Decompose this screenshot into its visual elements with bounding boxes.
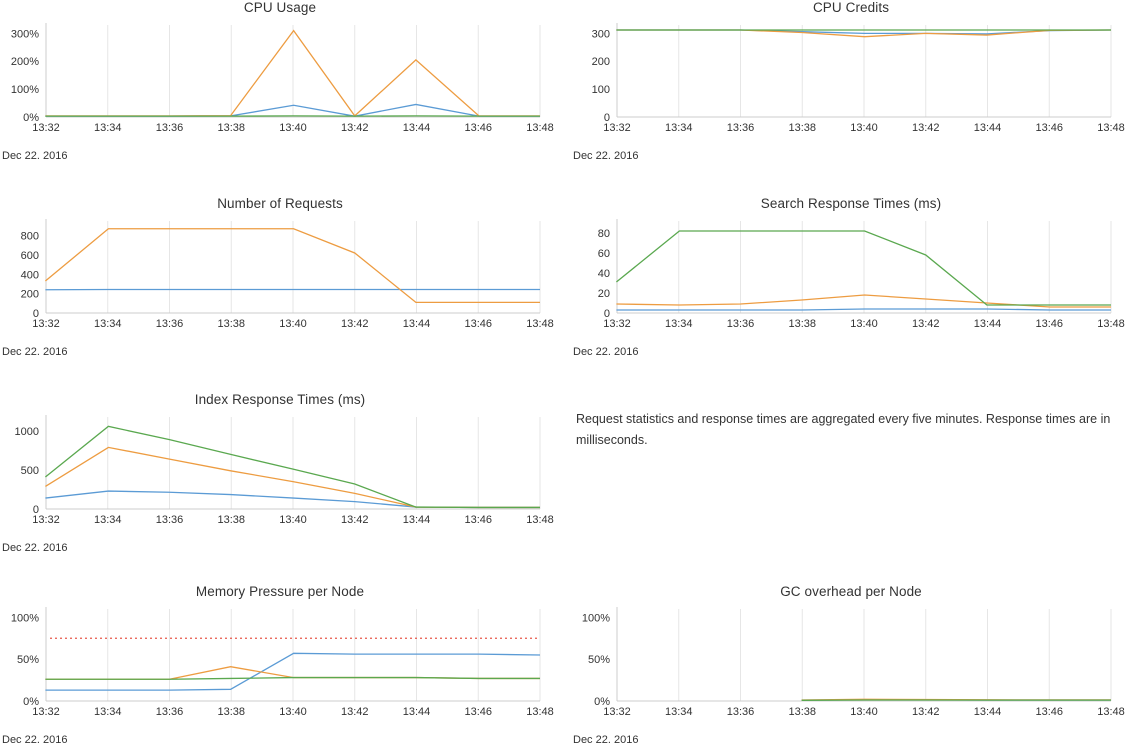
svg-text:Dec 22. 2016: Dec 22. 2016 [573,150,639,162]
panel-memory-pressure [0,584,560,744]
svg-text:800: 800 [20,230,39,243]
svg-text:0%: 0% [23,112,39,124]
aggregation-note: Request statistics and response times are aggregated every five minutes. Response times are in milliseconds. [576,412,1111,448]
svg-text:13:32: 13:32 [603,706,631,718]
panel-cpu-credits [571,0,1131,160]
svg-text:300%: 300% [10,28,39,41]
svg-text:13:48: 13:48 [1097,706,1125,718]
svg-text:Dec 22. 2016: Dec 22. 2016 [2,150,68,162]
chart-title-cpu-credits: CPU Credits [812,0,890,15]
svg-text:40: 40 [597,268,610,280]
svg-text:13:48: 13:48 [526,514,554,526]
chart-memory-pressure[interactable] [0,599,560,751]
svg-text:500: 500 [20,465,39,478]
svg-text:13:34: 13:34 [93,122,122,134]
svg-text:13:48: 13:48 [1097,318,1125,330]
chart-cpu-credits[interactable] [571,15,1131,167]
chart-title-number-of-requests: Number of Requests [217,196,343,211]
svg-text:13:34: 13:34 [93,318,122,330]
svg-text:13:36: 13:36 [155,514,184,526]
panel-cpu-usage [0,0,560,160]
svg-text:13:38: 13:38 [788,318,817,330]
svg-text:13:46: 13:46 [1035,706,1064,718]
svg-text:13:46: 13:46 [1035,122,1064,134]
svg-text:13:34: 13:34 [664,318,693,330]
svg-text:13:38: 13:38 [788,122,817,134]
svg-text:13:40: 13:40 [850,318,878,330]
svg-text:100%: 100% [10,612,39,625]
svg-text:13:40: 13:40 [279,706,307,718]
chart-title-index-response-times: Index Response Times (ms) [194,392,366,407]
svg-text:13:46: 13:46 [1035,318,1064,330]
svg-text:13:42: 13:42 [340,706,369,718]
svg-text:13:46: 13:46 [464,318,493,330]
svg-text:100: 100 [591,84,610,97]
svg-text:100%: 100% [10,84,39,97]
svg-text:13:32: 13:32 [603,122,631,134]
svg-text:13:46: 13:46 [464,122,493,134]
svg-text:300: 300 [591,28,610,41]
panel-number-of-requests [0,196,560,356]
chart-title-cpu-usage: CPU Usage [243,0,317,15]
svg-text:13:44: 13:44 [402,122,431,134]
panel-search-response-times [571,196,1131,356]
svg-text:13:38: 13:38 [217,706,246,718]
panel-gc-overhead [571,584,1131,744]
svg-text:13:34: 13:34 [93,706,122,718]
chart-number-of-requests[interactable] [0,211,560,363]
svg-text:13:38: 13:38 [217,514,246,526]
svg-text:13:38: 13:38 [788,706,817,718]
svg-text:13:34: 13:34 [93,514,122,526]
svg-text:200: 200 [20,288,39,301]
svg-text:80: 80 [597,228,610,240]
svg-text:50%: 50% [587,654,610,667]
svg-text:Dec 22. 2016: Dec 22. 2016 [2,542,68,554]
svg-text:50%: 50% [16,654,39,667]
svg-text:13:46: 13:46 [464,706,493,718]
svg-text:13:48: 13:48 [526,318,554,330]
svg-text:13:36: 13:36 [726,318,755,330]
svg-text:13:42: 13:42 [911,122,940,134]
svg-text:13:32: 13:32 [32,122,60,134]
svg-text:0: 0 [32,308,39,320]
svg-text:Dec 22. 2016: Dec 22. 2016 [573,346,639,358]
svg-text:13:32: 13:32 [32,318,60,330]
svg-text:13:32: 13:32 [603,318,631,330]
svg-text:13:44: 13:44 [973,122,1002,134]
svg-text:13:46: 13:46 [464,514,493,526]
svg-text:13:48: 13:48 [1097,122,1125,134]
chart-index-response-times[interactable] [0,407,560,559]
svg-text:13:34: 13:34 [664,122,693,134]
svg-text:13:40: 13:40 [279,514,307,526]
svg-text:13:42: 13:42 [340,514,369,526]
svg-text:13:36: 13:36 [726,122,755,134]
svg-text:Dec 22. 2016: Dec 22. 2016 [2,734,68,746]
chart-cpu-usage[interactable] [0,15,560,167]
svg-text:0: 0 [603,112,610,124]
svg-text:400: 400 [20,269,39,282]
svg-text:13:32: 13:32 [32,514,60,526]
svg-text:13:36: 13:36 [155,318,184,330]
svg-text:200: 200 [591,56,610,69]
svg-text:60: 60 [597,248,610,260]
svg-text:13:36: 13:36 [155,706,184,718]
panel-index-response-times [0,392,560,552]
chart-search-response-times[interactable] [571,211,1131,363]
svg-text:13:38: 13:38 [217,122,246,134]
svg-text:Dec 22. 2016: Dec 22. 2016 [2,346,68,358]
svg-text:13:44: 13:44 [402,706,431,718]
svg-text:13:44: 13:44 [402,514,431,526]
svg-text:13:40: 13:40 [279,122,307,134]
svg-text:13:42: 13:42 [340,122,369,134]
chart-gc-overhead[interactable] [571,599,1131,751]
chart-title-memory-pressure: Memory Pressure per Node [195,584,365,599]
svg-text:0: 0 [603,308,610,320]
svg-text:13:48: 13:48 [526,122,554,134]
svg-text:13:44: 13:44 [973,706,1002,718]
svg-text:100%: 100% [581,612,610,625]
svg-text:13:44: 13:44 [402,318,431,330]
svg-text:13:36: 13:36 [155,122,184,134]
svg-text:13:40: 13:40 [850,122,878,134]
svg-text:13:40: 13:40 [279,318,307,330]
svg-text:0: 0 [32,504,39,516]
svg-text:0%: 0% [23,696,39,708]
svg-text:13:42: 13:42 [911,318,940,330]
svg-text:13:36: 13:36 [726,706,755,718]
svg-text:1000: 1000 [14,426,39,439]
svg-text:13:42: 13:42 [911,706,940,718]
svg-text:Dec 22. 2016: Dec 22. 2016 [573,734,639,746]
svg-text:0%: 0% [594,696,610,708]
svg-text:200%: 200% [10,56,39,69]
svg-text:13:48: 13:48 [526,706,554,718]
svg-text:13:32: 13:32 [32,706,60,718]
svg-text:13:40: 13:40 [850,706,878,718]
chart-title-gc-overhead: GC overhead per Node [780,584,922,599]
svg-text:13:42: 13:42 [340,318,369,330]
svg-text:13:44: 13:44 [973,318,1002,330]
chart-title-search-response-times: Search Response Times (ms) [760,196,942,211]
svg-text:20: 20 [597,288,610,300]
svg-text:13:34: 13:34 [664,706,693,718]
svg-text:13:38: 13:38 [217,318,246,330]
svg-text:600: 600 [20,249,39,262]
